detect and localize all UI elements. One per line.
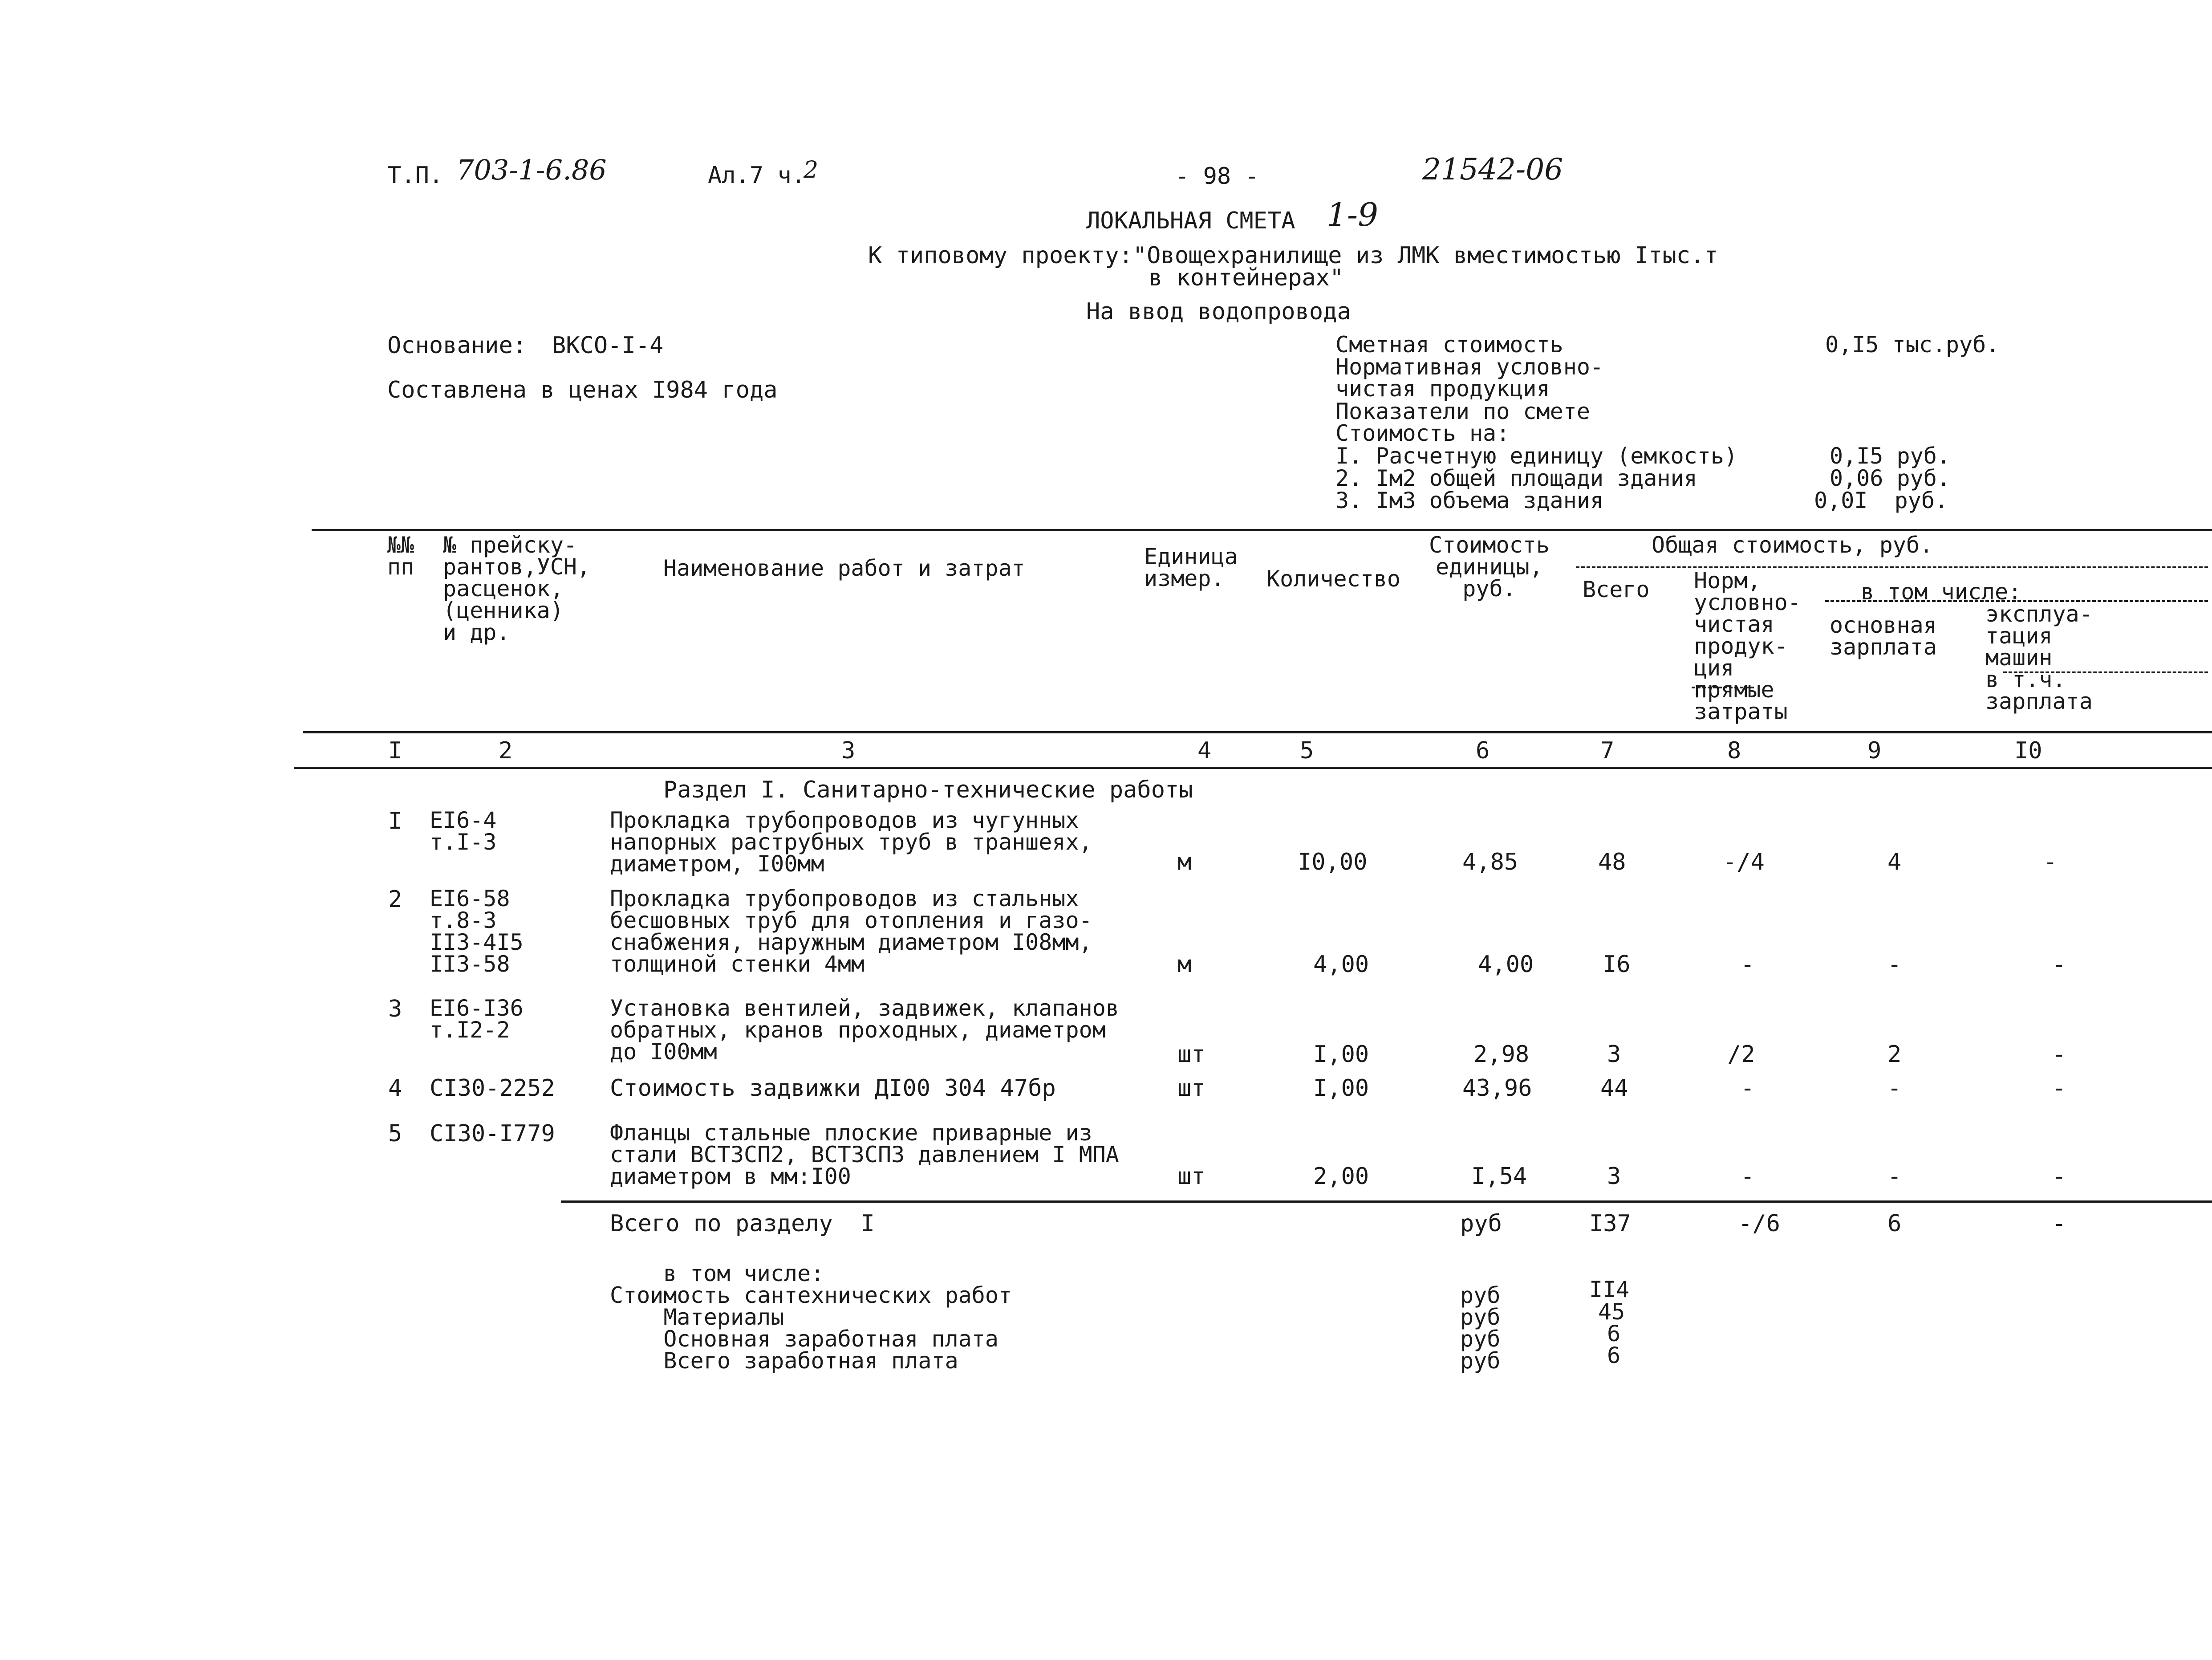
row-2-machines: - [2052, 951, 2066, 978]
breakdown-label: Материалы [610, 1304, 784, 1330]
row-1-unit: м [1177, 849, 1192, 875]
col-number-7: 7 [1600, 737, 1615, 764]
per-unit-label: I. Расчетную единицу (емкость) [1335, 443, 1738, 469]
row-4-norm: - [1741, 1075, 1755, 1102]
normative-label: Нормативная условно- чистая продукция [1335, 354, 1604, 402]
col-number-9: 9 [1867, 737, 1882, 764]
cost-value: 0,I5 тыс.руб. [1825, 332, 2000, 358]
header-total-group: Общая стоимость, руб. [1652, 532, 1933, 558]
row-5-code: СI30-I779 [430, 1120, 555, 1147]
row-4-salary: - [1887, 1075, 1902, 1102]
header-col-qty: Количество [1266, 566, 1401, 592]
header-col-salary: основная зарплата [1830, 612, 1937, 660]
row-1-qty: I0,00 [1298, 849, 1368, 875]
header-col-unit: Единица измер. [1144, 544, 1238, 591]
row-3-salary: 2 [1887, 1041, 1902, 1068]
row-3-name: Установка вентилей, задвижек, клапанов обратных, кранов проходных, диаметром до I00мм [610, 995, 1119, 1065]
row-4-qty: I,00 [1313, 1075, 1369, 1102]
col-number-5: 5 [1300, 737, 1314, 764]
breakdown-label: Всего заработная плата [610, 1348, 958, 1374]
row-5-price: I,54 [1471, 1163, 1527, 1190]
per-m3-value: 0,0I руб. [1814, 488, 1948, 513]
row-3-price: 2,98 [1473, 1041, 1530, 1068]
per-m2-value: 0,06 руб. [1830, 465, 1950, 491]
row-3-norm: /2 [1727, 1041, 1755, 1068]
col-number-8: 8 [1727, 737, 1741, 764]
project-line-2: в контейнерах" [1149, 264, 1344, 291]
row-1-machines: - [2043, 849, 2058, 875]
section-total-machines: - [2052, 1210, 2066, 1237]
breakdown-value: 45 [1598, 1299, 1625, 1325]
header-col-name: Наименование работ и затрат [663, 555, 1025, 581]
row-3-code: ЕI6-I36 т.I2-2 [430, 995, 524, 1043]
album-part: 2 [804, 157, 819, 183]
breakdown-value: II4 [1589, 1277, 1630, 1302]
document-number: 21542-06 [1422, 152, 1563, 187]
per-m2-label: 2. Iм2 общей площади здания [1335, 465, 1697, 491]
col-number-1: I [388, 737, 402, 764]
section-total-label: Всего по разделу I [610, 1210, 875, 1237]
row-4-price: 43,96 [1462, 1075, 1532, 1102]
header-col-code: № прейску- рантов,УСН, расценок, (ценника) и др. [443, 532, 591, 645]
row-1-num: I [388, 808, 402, 834]
row-1-code: ЕI6-4 т.I-3 [430, 807, 497, 855]
header-col-machines: эксплуа- тация машин в т.ч. зарплата [1985, 601, 2093, 714]
row-5-machines: - [2052, 1163, 2066, 1190]
header-col-norm: Норм, условно- чистая продук- ция прямые затраты [1694, 568, 1801, 724]
prices-note: Составлена в ценах I984 года [387, 377, 778, 403]
row-3-num: 3 [388, 996, 402, 1022]
section-total-value: I37 [1589, 1210, 1631, 1237]
row-2-price: 4,00 [1478, 951, 1534, 978]
header-subgroup: в том числе: [1861, 579, 2022, 605]
breakdown-label: Стоимость сантехнических работ [610, 1282, 1012, 1308]
row-4-code: СI30-2252 [430, 1075, 555, 1102]
row-2-num: 2 [388, 886, 402, 913]
tp-label: Т.П. [387, 162, 443, 189]
row-2-name: Прокладка трубопроводов из стальных бесшовных труб для отопления и газо- снабжения, наружным диаметром I08мм, толщиной стенки 4мм [610, 886, 1092, 977]
row-2-norm: - [1741, 951, 1755, 978]
per-unit-value: 0,I5 руб. [1830, 443, 1950, 469]
col-number-4: 4 [1197, 737, 1212, 764]
table-top-rule [312, 529, 2212, 531]
section-total-rule [561, 1200, 2212, 1203]
row-5-unit: шт [1177, 1163, 1205, 1190]
col-number-10: I0 [2014, 737, 2042, 764]
header-bottom-rule [303, 731, 2212, 733]
breakdown-value: 6 [1607, 1343, 1621, 1368]
album-label: Ал.7 ч. [708, 162, 806, 189]
breakdown-unit: руб [1460, 1304, 1501, 1330]
row-5-name: Фланцы стальные плоские приварные из стали ВСТ3СП2, ВСТ3СП3 давлением I МПА диаметром в мм:I00 [610, 1120, 1119, 1189]
row-2-code: ЕI6-58 т.8-3 II3-4I5 II3-58 [430, 886, 524, 977]
total-group-rule [1576, 566, 2208, 568]
row-2-salary: - [1887, 951, 1902, 978]
estimate-title: ЛОКАЛЬНАЯ СМЕТА [1086, 208, 1295, 234]
row-2-unit: м [1177, 951, 1192, 978]
row-1-total: 48 [1598, 849, 1626, 875]
row-1-salary: 4 [1887, 849, 1902, 875]
row-4-machines: - [2052, 1075, 2066, 1102]
breakdown-value: 6 [1607, 1321, 1621, 1347]
row-3-machines: - [2052, 1041, 2066, 1068]
page-number: - 98 - [1175, 163, 1259, 190]
tp-number: 703-1-6.86 [456, 154, 607, 186]
row-3-total: 3 [1607, 1041, 1621, 1068]
estimate-purpose: На ввод водопровода [1086, 298, 1351, 325]
column-numbers-rule [294, 767, 2212, 769]
section-title: Раздел I. Санитарно-технические работы [663, 777, 1193, 803]
per-m3-label: 3. Iм3 объема здания [1335, 488, 1604, 513]
basis-value: ВКСО-I-4 [552, 332, 664, 359]
project-line-1: К типовому проекту:"Овощехранилище из ЛМК вместимостью Iтыс.т [868, 242, 1718, 269]
row-5-num: 5 [388, 1120, 402, 1147]
row-5-total: 3 [1607, 1163, 1621, 1190]
col-number-3: 3 [841, 737, 856, 764]
basis-label: Основание: [387, 332, 527, 359]
col-number-6: 6 [1476, 737, 1490, 764]
row-4-num: 4 [388, 1075, 402, 1102]
breakdown-title: в том числе: [663, 1261, 824, 1286]
indicators-label: Показатели по смете Стоимость на: [1335, 399, 1590, 446]
row-1-price: 4,85 [1462, 849, 1518, 875]
row-2-total: I6 [1603, 951, 1631, 978]
row-4-unit: шт [1177, 1075, 1205, 1102]
estimate-number: 1-9 [1327, 196, 1378, 233]
breakdown-unit: руб [1460, 1282, 1501, 1308]
section-total-salary: 6 [1887, 1210, 1902, 1237]
row-5-salary: - [1887, 1163, 1902, 1190]
cost-label: Сметная стоимость [1335, 332, 1563, 358]
row-3-unit: шт [1177, 1041, 1205, 1068]
header-col-total: Всего [1583, 577, 1650, 602]
row-5-qty: 2,00 [1313, 1163, 1369, 1190]
breakdown-unit: руб [1460, 1326, 1501, 1352]
row-1-name: Прокладка трубопроводов из чугунных напорных раструбных труб в траншеях, диаметром, I00мм [610, 807, 1092, 877]
row-5-norm: - [1741, 1163, 1755, 1190]
row-4-name: Стоимость задвижки ДI00 304 47бр [610, 1075, 1056, 1102]
row-4-total: 44 [1600, 1075, 1628, 1102]
col-number-2: 2 [499, 737, 513, 764]
row-1-norm: -/4 [1723, 849, 1765, 875]
row-2-qty: 4,00 [1313, 951, 1369, 978]
section-total-norm: -/6 [1738, 1210, 1780, 1237]
section-total-unit: руб [1460, 1210, 1502, 1237]
header-col-price: Стоимость единицы, руб. [1429, 532, 1550, 602]
row-3-qty: I,00 [1313, 1041, 1369, 1068]
header-col-num: №№ пп [387, 532, 414, 580]
breakdown-label: Основная заработная плата [610, 1326, 998, 1352]
breakdown-unit: руб [1460, 1348, 1501, 1374]
